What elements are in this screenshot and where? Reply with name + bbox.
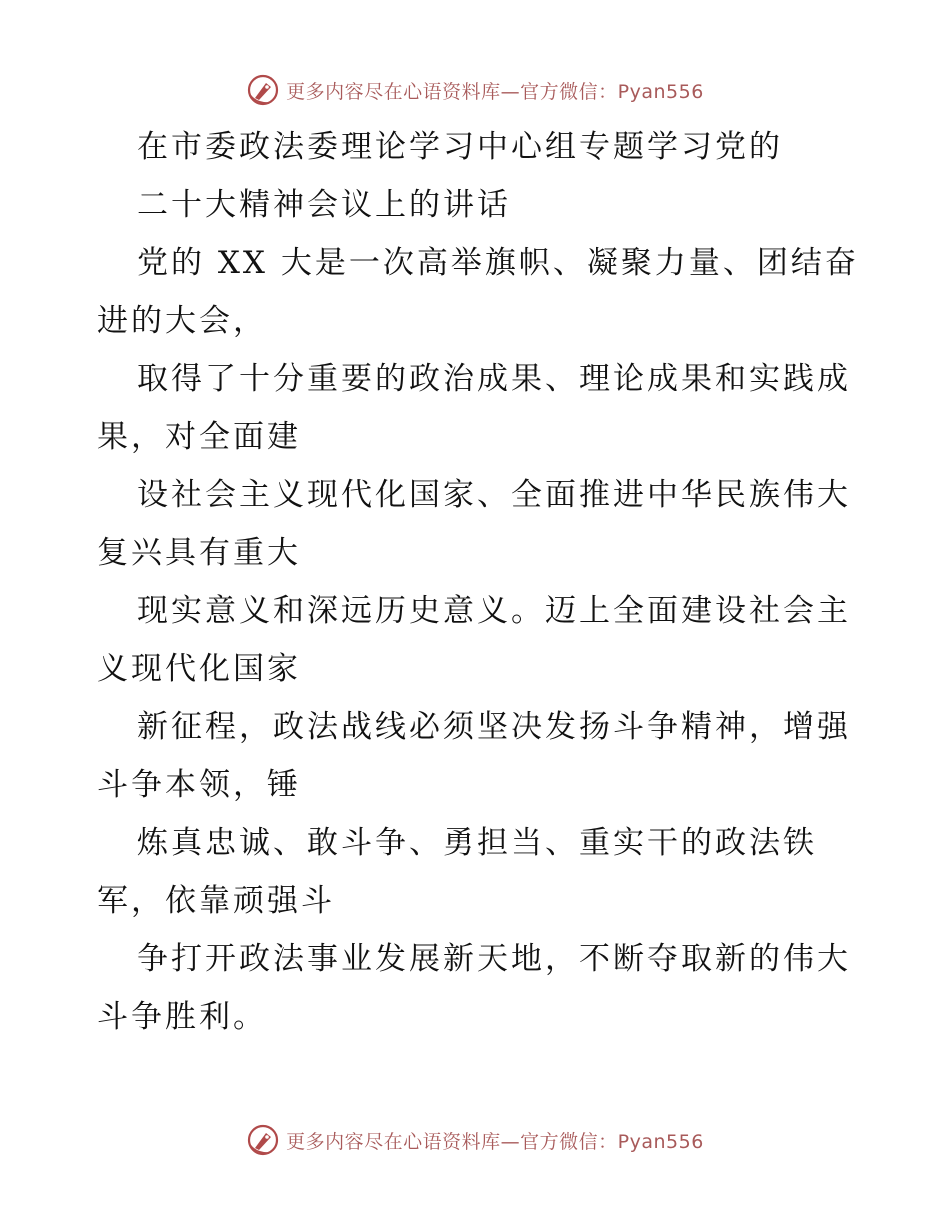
- paragraph-line: 义现代化国家: [97, 651, 301, 687]
- footer-banner-text: 更多内容尽在心语资料库—官方微信：Pyan556: [286, 1130, 704, 1153]
- paragraph-line: 进的大会，: [97, 303, 267, 339]
- pen-nib-circle-icon: [246, 73, 280, 107]
- title-line-2: 二十大精神会议上的讲话: [137, 187, 511, 223]
- paragraph-line: 果，对全面建: [97, 419, 301, 455]
- paragraph-line: 争打开政法事业发展新天地，不断夺取新的伟大: [137, 941, 851, 977]
- paragraph-line: 新征程，政法战线必须坚决发扬斗争精神，增强: [137, 709, 851, 745]
- paragraph-line: 设社会主义现代化国家、全面推进中华民族伟大: [137, 477, 851, 513]
- paragraph-line: 取得了十分重要的政治成果、理论成果和实践成: [137, 361, 851, 397]
- pen-nib-circle-icon: [246, 1123, 280, 1157]
- document-body: [97, 118, 857, 1046]
- paragraph-line: 复兴具有重大: [97, 535, 301, 571]
- header-banner-text: 更多内容尽在心语资料库—官方微信：Pyan556: [286, 80, 704, 103]
- paragraph-line: 斗争本领，锤: [97, 767, 301, 803]
- paragraph-line: 军，依靠顽强斗: [97, 883, 335, 919]
- paragraph-line: 现实意义和深远历史意义。迈上全面建设社会主: [137, 593, 851, 629]
- paragraph-line: 炼真忠诚、敢斗争、勇担当、重实干的政法铁: [137, 825, 817, 861]
- paragraph-line: 斗争胜利。: [97, 999, 267, 1035]
- paragraph-line: 党的 XX 大是一次高举旗帜、凝聚力量、团结奋: [137, 245, 859, 281]
- header-banner: [0, 70, 950, 110]
- footer-banner: [0, 1120, 950, 1160]
- title-line-1: 在市委政法委理论学习中心组专题学习党的: [137, 129, 783, 165]
